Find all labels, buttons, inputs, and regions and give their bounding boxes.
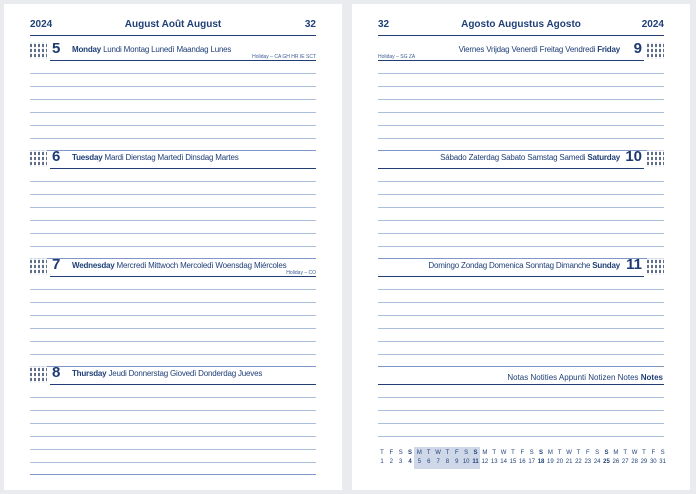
day-number: 8: [52, 364, 61, 381]
day-names: [72, 369, 262, 378]
writing-line: [378, 125, 664, 126]
writing-line: [378, 207, 664, 208]
day-number: 5: [52, 40, 61, 57]
day-name-translations: Lundi Montag Lunedì Maandag Lunes: [103, 45, 232, 54]
day-name-bold: Tuesday: [72, 153, 103, 162]
day-names: [459, 45, 620, 54]
date-number: 29: [640, 459, 648, 465]
writing-line: [378, 220, 664, 221]
weekday-letter: S: [408, 450, 413, 456]
writing-line: [30, 462, 316, 463]
writing-line: [30, 138, 316, 139]
weekday-letter: S: [595, 450, 600, 456]
calendar-day: [621, 449, 629, 467]
notes-divider: [378, 384, 664, 385]
calendar-day: [565, 449, 573, 467]
writing-line: [30, 354, 316, 355]
date-number: 25: [603, 459, 610, 465]
date-number: 24: [593, 459, 601, 465]
day-name-translations: Mercredi Mittwoch Mercoledì Woensdag Miércoles: [116, 261, 287, 270]
date-number: 17: [528, 459, 536, 465]
calendar-day: [462, 449, 470, 467]
week-number: 32: [304, 19, 316, 30]
date-number: 14: [500, 459, 507, 465]
writing-line: [378, 246, 664, 247]
writing-line: [378, 315, 664, 316]
calendar-day: [574, 449, 582, 467]
weekday-letter: T: [492, 450, 497, 456]
writing-line: [30, 233, 316, 234]
day-end-line: [30, 474, 316, 475]
left-page: [4, 4, 342, 490]
date-number: 8: [445, 459, 450, 465]
writing-line: [30, 397, 316, 398]
writing-line: [30, 246, 316, 247]
day-end-line: [30, 150, 316, 151]
weekday-letter: S: [473, 450, 478, 456]
calendar-day: [490, 449, 498, 467]
qr-code-icon: [647, 150, 664, 167]
weekday-letter: M: [547, 450, 553, 456]
day-name-translations: Sábado Zaterdag Sabato Samstag Samedi: [440, 153, 586, 162]
calendar-day: [593, 449, 601, 467]
date-number: 26: [612, 459, 620, 465]
date-number: 31: [659, 459, 666, 465]
date-number: 30: [649, 459, 657, 465]
qr-code-icon: [30, 150, 47, 167]
writing-line: [30, 423, 316, 424]
day-divider: [50, 276, 316, 277]
writing-line: [378, 302, 664, 303]
writing-line: [30, 315, 316, 316]
calendar-day: [612, 449, 620, 467]
holiday-note: Holiday – CO: [286, 270, 316, 276]
weekday-letter: T: [623, 450, 628, 456]
year-label: 2024: [641, 19, 664, 30]
date-number: 7: [436, 459, 440, 465]
writing-line: [378, 194, 664, 195]
qr-code-icon: [30, 366, 47, 383]
calendar-day: [397, 449, 405, 467]
day-divider: [50, 60, 316, 61]
left-header: [30, 19, 316, 35]
weekday-letter: S: [464, 450, 469, 456]
day-divider: [378, 276, 644, 277]
writing-line: [378, 233, 664, 234]
writing-line: [378, 397, 664, 398]
writing-line: [30, 125, 316, 126]
weekday-letter: S: [660, 450, 665, 456]
day-divider: [50, 168, 316, 169]
date-number: 28: [631, 459, 638, 465]
day-end-line: [378, 150, 664, 151]
right-page: [352, 4, 690, 490]
weekday-letter: S: [529, 450, 534, 456]
date-number: 3: [399, 459, 403, 465]
qr-code-icon: [647, 42, 664, 59]
day-names: [428, 261, 620, 270]
weekday-letter: M: [613, 450, 619, 456]
date-number: 18: [537, 459, 545, 465]
writing-line: [378, 73, 664, 74]
calendar-day: [584, 449, 592, 467]
writing-line: [30, 410, 316, 411]
date-number: 21: [565, 459, 573, 465]
writing-line: [30, 436, 316, 437]
weekday-letter: S: [539, 450, 544, 456]
date-number: 22: [575, 459, 582, 465]
day-divider: [50, 384, 316, 385]
calendar-day: [546, 449, 554, 467]
calendar-day: [472, 449, 480, 467]
calendar-day: [640, 449, 648, 467]
writing-line: [30, 449, 316, 450]
weekday-letter: W: [435, 450, 441, 456]
day-name-bold: Saturday: [587, 153, 620, 162]
writing-line: [378, 99, 664, 100]
qr-code-icon: [30, 42, 47, 59]
date-number: 5: [417, 459, 422, 465]
day-divider: [378, 168, 644, 169]
week-number: 32: [378, 19, 390, 30]
date-number: 2: [389, 459, 394, 465]
day-end-line: [378, 366, 664, 367]
writing-line: [30, 302, 316, 303]
day-number: 9: [633, 40, 642, 57]
day-names: [72, 153, 239, 162]
writing-line: [30, 207, 316, 208]
writing-line: [30, 181, 316, 182]
day-name-translations: Viernes Vrijdag Venerdì Freitag Vendredi: [458, 45, 596, 54]
right-header: [378, 19, 664, 35]
weekday-letter: F: [585, 450, 590, 456]
calendar-day: [500, 449, 508, 467]
day-end-line: [30, 366, 316, 367]
calendar-day: [425, 449, 433, 467]
day-name-translations: Mardi Dienstag Martedì Dinsdag Martes: [104, 153, 239, 162]
day-names: [72, 45, 231, 54]
date-number: 9: [455, 459, 459, 465]
calendar-day: [387, 449, 395, 467]
date-number: 19: [547, 459, 554, 465]
notes-names: Notas Notities Appunti Notizen Notes: [507, 373, 639, 382]
calendar-day: [453, 449, 461, 467]
date-number: 10: [462, 459, 470, 465]
calendar-day: [649, 449, 657, 467]
day-name-bold: Wednesday: [72, 261, 115, 270]
writing-line: [378, 341, 664, 342]
day-name-bold: Sunday: [592, 261, 620, 270]
calendar-day: [528, 449, 536, 467]
weekday-letter: T: [380, 450, 384, 456]
date-number: 12: [481, 459, 489, 465]
calendar-day: [378, 449, 386, 467]
calendar-day: [659, 449, 667, 467]
day-name-translations: Domingo Zondag Domenica Sonntag Dimanche: [428, 261, 591, 270]
writing-line: [378, 112, 664, 113]
date-number: 11: [472, 459, 479, 465]
date-number: 23: [584, 459, 592, 465]
writing-line: [378, 138, 664, 139]
writing-line: [30, 289, 316, 290]
writing-line: [30, 328, 316, 329]
weekday-letter: T: [576, 450, 581, 456]
writing-line: [30, 86, 316, 87]
day-end-line: [30, 258, 316, 259]
weekday-letter: F: [651, 450, 656, 456]
calendar-day: [481, 449, 489, 467]
weekday-letter: S: [398, 450, 403, 456]
writing-line: [30, 220, 316, 221]
qr-code-icon: [30, 258, 47, 275]
writing-line: [378, 289, 664, 290]
day-number: 11: [626, 256, 642, 273]
weekday-letter: W: [631, 450, 638, 456]
weekday-letter: M: [416, 450, 422, 456]
writing-line: [378, 423, 664, 424]
notes-heading: [507, 373, 663, 382]
date-number: 27: [621, 459, 629, 465]
weekday-letter: F: [389, 450, 394, 456]
calendar-day: [556, 449, 564, 467]
day-name-bold: Friday: [597, 45, 620, 54]
calendar-day: [509, 449, 517, 467]
writing-line: [30, 194, 316, 195]
calendar-day: [537, 449, 545, 467]
weekday-letter: T: [642, 450, 646, 456]
writing-line: [378, 86, 664, 87]
day-end-line: [378, 258, 664, 259]
holiday-note: Holiday – CA GH HR IE SCT: [252, 54, 316, 60]
writing-line: [30, 112, 316, 113]
writing-line: [378, 181, 664, 182]
year-label: 2024: [30, 19, 53, 30]
writing-line: [30, 99, 316, 100]
calendar-day: [631, 449, 639, 467]
date-number: 6: [427, 459, 431, 465]
weekday-letter: W: [500, 450, 507, 456]
date-number: 20: [556, 459, 564, 465]
weekday-letter: T: [445, 450, 450, 456]
weekday-letter: M: [482, 450, 488, 456]
calendar-day: [603, 449, 611, 467]
weekday-letter: T: [511, 450, 515, 456]
qr-code-icon: [647, 258, 664, 275]
writing-line: [378, 354, 664, 355]
calendar-day: [518, 449, 526, 467]
day-name-translations: Jeudi Donnerstag Giovedì Donderdag Jueves: [108, 369, 263, 378]
calendar-day: [406, 449, 414, 467]
month-title: August Août August: [124, 19, 222, 30]
header-divider: [30, 35, 316, 36]
day-names: [440, 153, 620, 162]
weekday-letter: T: [557, 450, 562, 456]
day-number: 10: [625, 148, 642, 165]
calendar-day: [434, 449, 442, 467]
day-name-bold: Monday: [72, 45, 102, 54]
writing-line: [30, 73, 316, 74]
day-divider: [378, 60, 644, 61]
day-names: [72, 261, 286, 270]
writing-line: [378, 410, 664, 411]
writing-line: [378, 328, 664, 329]
weekday-letter: W: [566, 450, 572, 456]
header-divider: [378, 35, 664, 36]
weekday-letter: F: [454, 450, 459, 456]
writing-line: [378, 436, 664, 437]
day-number: 7: [52, 256, 61, 273]
date-number: 4: [408, 459, 412, 465]
weekday-letter: S: [604, 450, 609, 456]
date-number: 13: [490, 459, 498, 465]
notes-bold: Notes: [640, 373, 663, 382]
calendar-day: [415, 449, 423, 467]
day-number: 6: [52, 148, 61, 165]
writing-line: [30, 341, 316, 342]
holiday-note: Holiday – SG ZA: [378, 54, 416, 60]
date-number: 15: [509, 459, 517, 465]
weekday-letter: T: [426, 450, 431, 456]
date-number: 1: [380, 459, 384, 465]
month-title: Agosto Augustus Agosto: [461, 19, 581, 30]
calendar-day: [443, 449, 451, 467]
mini-calendar: [378, 447, 668, 469]
day-name-bold: Thursday: [72, 369, 107, 378]
date-number: 16: [518, 459, 526, 465]
weekday-letter: F: [520, 450, 525, 456]
